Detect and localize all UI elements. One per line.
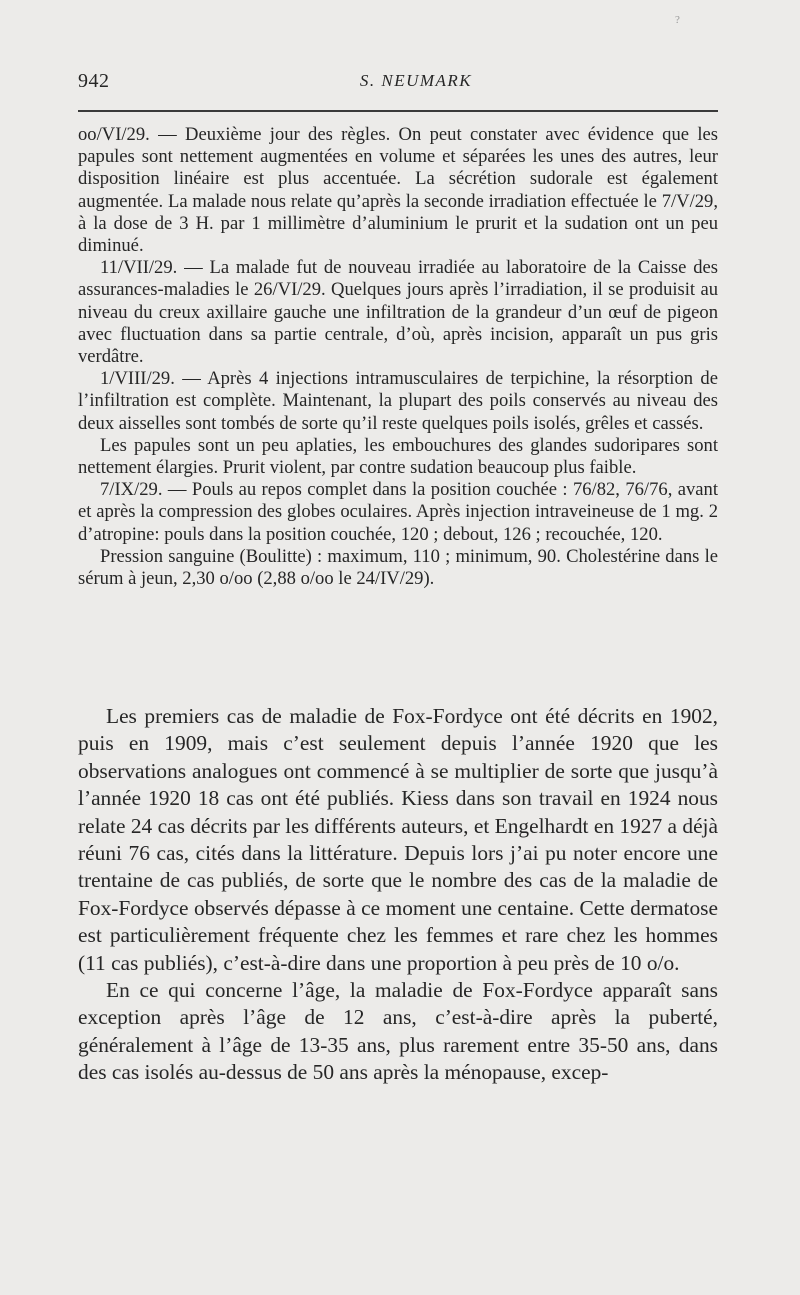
page-number: 942 xyxy=(78,70,110,92)
header-rule xyxy=(78,110,718,112)
case-note-paragraph: Les papules sont un peu aplaties, les embouchures des glandes sudoripares sont nettement élargies. Prurit violent, par contre sudation beaucoup plus faible. xyxy=(78,434,718,479)
body-paragraph: Les premiers cas de maladie de Fox-Fordyce ont été décrits en 1902, puis en 1909, mais c’est seulement depuis l’année 1920 que les observations analogues ont commencé à se multiplier de sorte que jusqu’à l’année 1920 18 cas ont été publiés. Kiess dans son travail en 1924 nous relate 24 cas décrits par les différents auteurs, et Engelhardt en 1927 a déjà réuni 76 cas, cités dans la littérature. Depuis lors j’ai pu noter encore une trentaine de cas publiés, de sorte que le nombre des cas de la maladie de Fox-Fordyce observés dépasse à ce moment une centaine. Cette dermatose est particulièrement fréquente chez les femmes et rare chez les hommes (11 cas publiés), c’est-à-dire dans une proportion à peu près de 10 o/o. xyxy=(78,704,718,975)
case-note-paragraph: 1/VIII/29. — Après 4 injections intramusculaires de terpichine, la résorption de l’infiltration est complète. Maintenant, la plupart des poils conservés au niveau des deux aisselles sont tombés de sorte qu’il reste quelques poils isolés, grêles et cassés. xyxy=(78,368,718,434)
page-header xyxy=(78,70,718,100)
case-note-paragraph: Pression sanguine (Boulitte) : maximum, 110 ; minimum, 90. Cholestérine dans le sérum à jeun, 2,30 o/oo (2,88 o/oo le 24/IV/29). xyxy=(78,545,718,590)
case-note-paragraph: oo/VI/29. — Deuxième jour des règles. On peut constater avec évidence que les papules sont nettement augmentées en volume et séparées les unes des autres, leur disposition linéaire est plus accentuée. La sécrétion sudorale est également augmentée. La malade nous relate qu’après la seconde irradiation effectuée le 7/V/29, à la dose de 3 H. par 1 millimètre d’aluminium le prurit et la sudation ont un peu diminué. xyxy=(78,124,718,257)
case-note-paragraph: 7/IX/29. — Pouls au repos complet dans la position couchée : 76/82, 76/76, avant et après la compression des globes oculaires. Après injection intraveineuse de 1 mg. 2 d’atropine: pouls dans la position couchée, 120 ; debout, 126 ; recouchée, 120. xyxy=(78,479,718,545)
body-text-section xyxy=(78,703,718,1087)
case-note-paragraph: 11/VII/29. — La malade fut de nouveau irradiée au laboratoire de la Caisse des assurances-maladies le 26/VI/29. Quelques jours après l’irradiation, il se produisit au niveau du creux axillaire gauche une infiltration de la grandeur d’un œuf de pigeon avec fluctuation dans sa partie centrale, d’où, après incision, apparaît un pus gris verdâtre. xyxy=(78,257,718,368)
body-paragraph: En ce qui concerne l’âge, la maladie de Fox-Fordyce apparaît sans exception après l’âge de 12 ans, c’est-à-dire après la puberté, généralement à l’âge de 13-35 ans, plus rarement entre 35-50 ans, dans des cas isolés au-dessus de 50 ans après la ménopause, excep- xyxy=(78,978,718,1085)
corner-mark: ? xyxy=(675,14,680,26)
case-notes-section xyxy=(78,124,718,590)
running-head: S. NEUMARK xyxy=(359,71,473,90)
